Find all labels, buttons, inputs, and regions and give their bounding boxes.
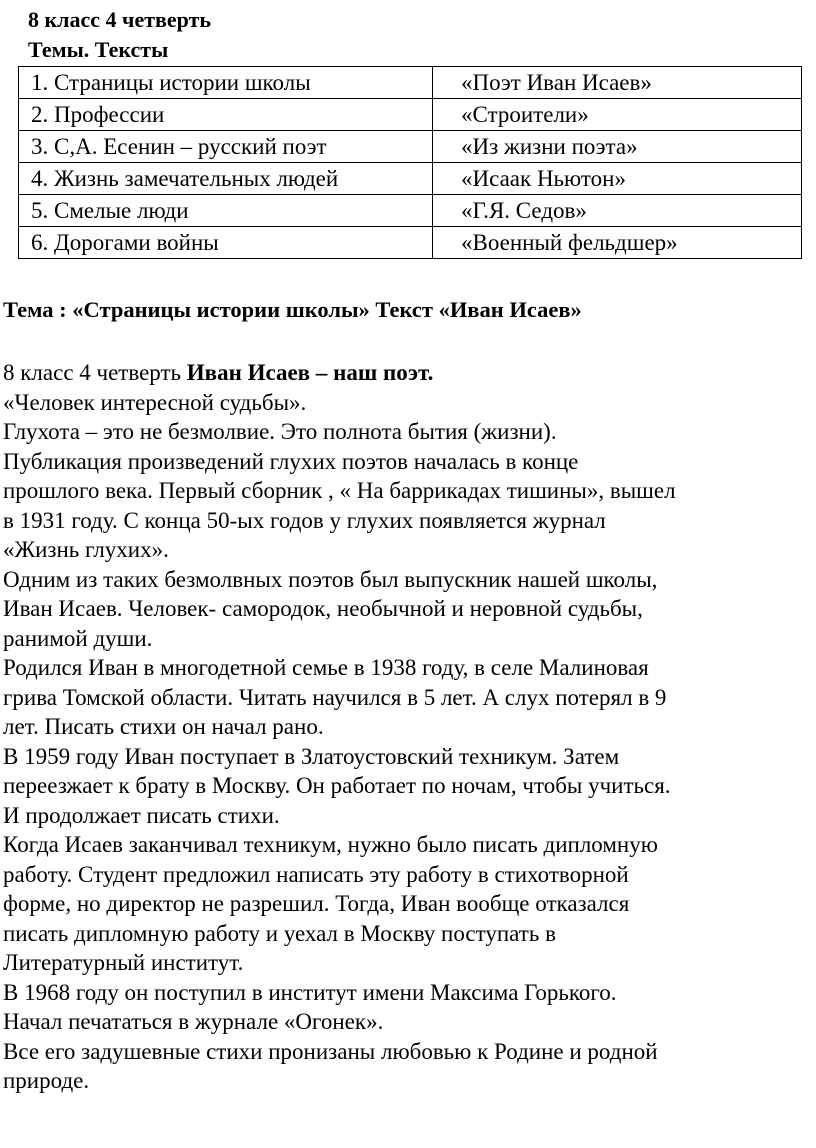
text-line: работу. Студент предложил написать эту работу в стихотворной [3,861,629,887]
text-line: Все его задушевные стихи пронизаны любовью к Родине и родной [3,1038,658,1064]
table-row [19,99,802,131]
text-cell: «Исаак Ньютон» [433,163,802,195]
lesson-body [3,358,808,1096]
text-line: ранимой души. [3,625,153,651]
lesson-topic-heading: Тема : «Страницы истории школы» Текст «Иван Исаев» [3,297,582,322]
table-row [19,195,802,227]
topic-cell: 5. Смелые люди [19,195,433,227]
text-cell: «Строители» [433,99,802,131]
table-row [19,131,802,163]
text-line: прошлого века. Первый сборник , « На баррикадах тишины», вышел [3,478,676,503]
text-cell: «Г.Я. Седов» [433,195,802,227]
text-line: Начал печататься в журнале «Огонек». [3,1009,384,1034]
text-line: писать дипломную работу и уехал в Москву поступать в [3,920,556,946]
text-line: «Человек интересной судьбы». [3,389,307,415]
text-line: Родился Иван в многодетной семье в 1938 году, в селе Малиновая [3,655,649,680]
text-line: В 1959 году Иван поступает в Златоустовский техникум. Затем [3,743,620,769]
text-line: грива Томской области. Читать научился в 5 лет. А слух потерял в 9 [3,684,667,710]
topic-cell: 1. Страницы истории школы [19,67,433,99]
grade-quarter-heading: 8 класс 4 четверть [28,7,212,32]
text-cell: «Военный фельдшер» [433,227,802,259]
text-line: природе. [3,1068,90,1093]
table-row [19,67,802,99]
text-line: В 1968 году он поступил в институт имени Максима Горького. [3,979,617,1005]
topics-texts-heading: Темы. Тексты [28,37,169,62]
topic-cell: 4. Жизнь замечательных людей [19,163,433,195]
text-line: И продолжает писать стихи. [3,802,280,828]
table-row [19,163,802,195]
topics-table [18,66,802,259]
topic-cell: 2. Профессии [19,99,433,131]
text-line: Публикация произведений глухих поэтов началась в конце [3,448,579,474]
text-line: Когда Исаев заканчивал техникум, нужно было писать дипломную [3,832,658,857]
lesson-title-bold: Иван Исаев – наш поэт. [186,360,434,385]
text-line: Иван Исаев. Человек- самородок, необычной и неровной судьбы, [3,596,643,621]
table-row [19,227,802,259]
text-cell: «Поэт Иван Исаев» [433,67,802,99]
text-line: лет. Писать стихи он начал рано. [3,714,324,739]
text-line: переезжает к брату в Москву. Он работает по ночам, чтобы учиться. [3,773,671,798]
text-line: форме, но директор не разрешил. Тогда, Иван вообще отказался [3,891,630,916]
text-line: «Жизнь глухих». [3,537,169,562]
lesson-title-line [3,358,808,388]
lesson-title-plain: 8 класс 4 четверть [3,360,187,385]
text-line: в 1931 году. С конца 50-ых годов у глухих появляется журнал [3,507,606,533]
text-line: Одним из таких безмолвных поэтов был выпускник нашей школы, [3,566,658,592]
text-cell: «Из жизни поэта» [433,131,802,163]
topic-cell: 6. Дорогами войны [19,227,433,259]
text-line: Литературный институт. [3,950,244,975]
topic-cell: 3. С,А. Есенин – русский поэт [19,131,433,163]
text-line: Глухота – это не безмолвие. Это полнота бытия (жизни). [3,419,557,444]
